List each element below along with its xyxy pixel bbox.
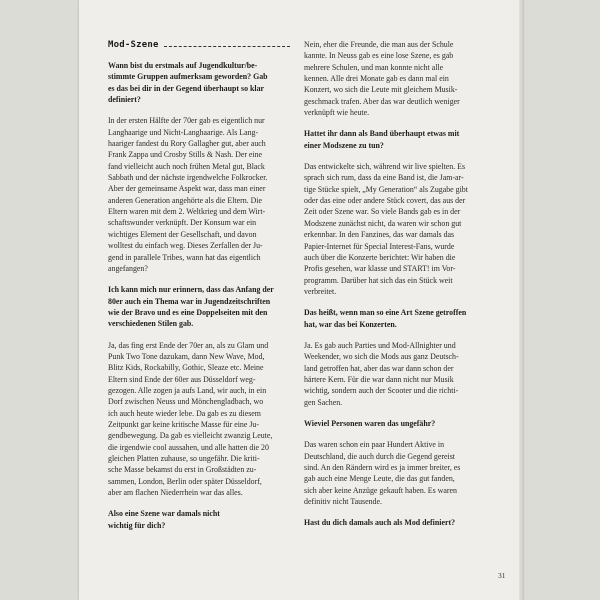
interview-answer: Das waren schon ein paar Hundert Aktive in Deutschland, die auch durch die Gegend gereist sind. An den Rändern wird es ja immer breiter, es gab auch eine Menge Leute, die das gut fanden, sich aber keine Anzüge gekauft haben. Es waren definitiv nicht Tausende. <box>304 440 461 507</box>
left-column <box>108 40 290 541</box>
interview-answer: Ja. Es gab auch Parties und Mod-Allnighter und Weekender, wo sich die Mods aus ganz Deutsch- land getroffen hat, aber das war dann schon der härtere Kern. Für die war dann nicht nur Musik wichtig, sondern auch der Scooter und die richti- gen Sachen. <box>304 340 459 407</box>
interview-question: Also eine Szene war damals nicht wichtig für dich? <box>108 509 220 530</box>
interview-question: Wieviel Personen waren das ungefähr? <box>304 418 436 428</box>
section-heading: Mod-Szene <box>108 40 159 51</box>
section-heading-row <box>108 40 290 52</box>
interview-answer: In der ersten Hälfte der 70er gab es eigentlich nur Langhaarige und Nicht-Langhaarige. Als Lang- haariger fandest du Rory Gallagher gut, aber auch Frank Zappa und Crosby Stills & Nash. Der eine fand vielleicht auch noch frühen Metal gut, Black Sabbath und der nächste irgendwelche Folkrocker. Aber der gemeinsame Aspekt war, dass man einer anderen Generation angehörte als die Eltern. Die Eltern waren mit dem 2. Weltkrieg und dem Wirt- schaftswunder verknüpft. Der Konsum war ein wichtiges Element der Gesellschaft, und davon wolltest du einfach weg. Dieses Zerfallen der Ju- gend in parallele Tribes, wann hat das eigentlich angefangen? <box>108 116 268 273</box>
interview-question: Ich kann mich nur erinnern, dass das Anfang der 80er auch ein Thema war in Jugendzeitschriften wie der Bravo und es eine Doppelseiten mit den verschiedenen Stilen gab. <box>108 285 274 329</box>
interview-answer: Ja, das fing erst Ende der 70er an, als zu Glam und Punk Two Tone dazukam, dann New Wave, Mod, Blitz Kids, Rockabilly, Gothic, Sleaze etc. Meine Eltern sind Ende der 60er aus Düsseldorf weg- gezogen. Alle zogen ja aufs Land, wir auch, in ein Dorf zwischen Neuss und Mönchengladbach, wo ich auch heute wieder lebe. Da gab es zu diesem Zeitpunkt gar keine kritische Masse für eine Ju- gendbewegung. Da gab es vielleicht zwanzig Leute, die irgendwie cool aussahen, und alle hatten die 20 gleichen Platten zuhause, so ungefähr. Die kriti- sche Masse bekamst du erst in Großstädten zu- sammen, London, Berlin oder später Düsseldorf, aber am flachen Niederrhein war das alles. <box>108 340 273 498</box>
interview-answer: Das entwickelte sich, während wir live spielten. Es sprach sich rum, dass da eine Band ist, die Jam-ar- tige Stücke spielt, „My Generation“ als Zugabe gibt oder das eine oder andere Stück covert, das aus der Zeit oder Szene war. So viele Bands gab es in der Modszene zunächst nicht, da waren wir schon gut erkennbar. In den Fanzines, das war damals das Papier-Internet für Special Interest-Fans, wurde auch über die Konzerte berichtet: Wir haben die Profis gesehen, war klasse und START! im Vor- programm. Darüber hat sich das ein Stück weit verbreitet. <box>304 162 468 296</box>
interview-question: Hast du dich damals auch als Mod definiert? <box>304 518 456 528</box>
magazine-page <box>79 0 523 600</box>
heading-dashed-rule <box>164 46 290 47</box>
interview-answer: Nein, eher die Freunde, die man aus der Schule kannte. In Neuss gab es eine lose Szene, es gab mehrere Schulen, und man konnte nicht alle kennen. Alle drei Monate gab es dann mal ein Konzert, wo sich die Leute mit gleichem Musik- geschmack trafen. Aber das war deutlich weniger verknüpft wie heute. <box>304 40 460 118</box>
interview-question: Hattet ihr dann als Band überhaupt etwas mit einer Modszene zu tun? <box>304 129 460 150</box>
page-edge-shadow <box>519 0 523 600</box>
page-number: 31 <box>498 571 506 580</box>
right-column <box>304 39 486 539</box>
interview-question: Das heißt, wenn man so eine Art Szene getroffen hat, war das bei Konzerten. <box>304 308 467 329</box>
interview-question: Wann bist du erstmals auf Jugendkultur/be- stimmte Gruppen aufmerksam geworden? Gab es das bei dir in der Gegend überhaupt so klar definiert? <box>108 61 268 105</box>
